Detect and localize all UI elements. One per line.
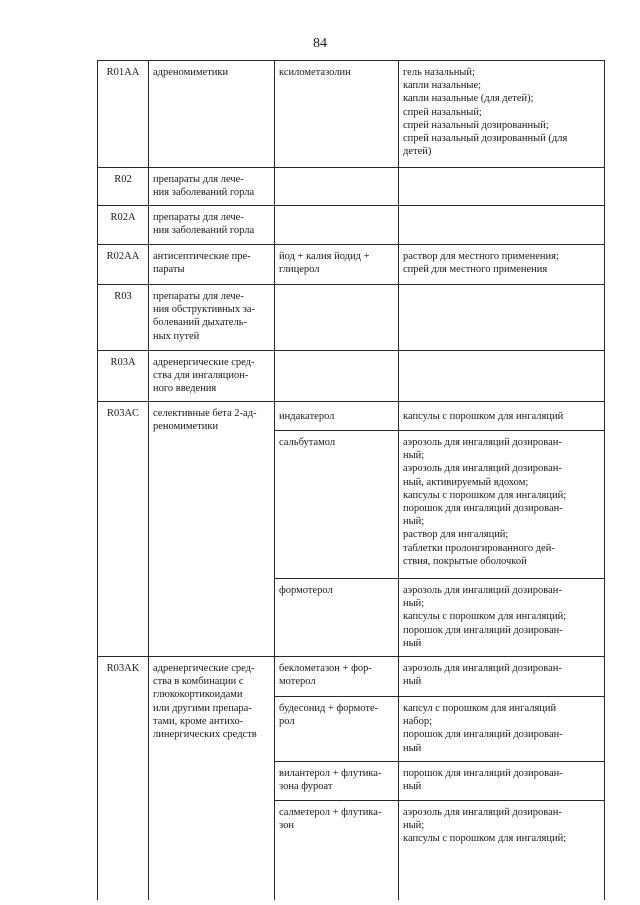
subrow-divider — [274, 696, 605, 697]
column-divider-3 — [398, 60, 399, 900]
substance-name: индакатерол — [279, 411, 335, 422]
row-divider — [97, 244, 605, 245]
table-border-top — [97, 60, 605, 61]
dosage-forms: аэрозоль для ингаляций дозирован- ный — [403, 663, 562, 688]
atc-code: R03AK — [106, 663, 140, 674]
row-divider — [97, 284, 605, 285]
atc-code: R03 — [114, 291, 132, 302]
atc-code: R03AC — [106, 408, 140, 419]
row-divider — [97, 401, 605, 402]
group-name: антисептические пре- параты — [153, 251, 251, 276]
substance-name: сальбутамол — [279, 437, 336, 448]
subrow-divider — [274, 430, 605, 431]
substance-name: йод + калия йодид + глицерол — [279, 251, 370, 276]
dosage-forms: аэрозоль для ингаляций дозирован- ный; капсулы с порошком для ингаляций; порошок для ингаляций дозирован- ный — [403, 585, 567, 649]
column-divider-1 — [148, 60, 149, 900]
dosage-forms: гель назальный; капли назальные; капли назальные (для детей); спрей назальный; спрей назальный дозированный; спрей назальный дозированный (для детей) — [403, 67, 568, 158]
dosage-forms: капсулы с порошком для ингаляций — [403, 411, 564, 422]
substance-name: салметерол + флутика- зон — [279, 807, 382, 832]
atc-code: R01AA — [106, 67, 140, 78]
dosage-forms: порошок для ингаляций дозирован- ный — [403, 768, 563, 793]
atc-code: R02A — [110, 212, 136, 223]
group-name: адреномиметики — [153, 67, 229, 78]
atc-code: R02AA — [106, 251, 140, 262]
substance-name: вилантерол + флутика- зона фуроат — [279, 768, 382, 793]
group-name: препараты для лече- ния заболеваний горла — [153, 212, 255, 237]
dosage-forms: аэрозоль для ингаляций дозирован- ный; капсулы с порошком для ингаляций; — [403, 807, 567, 845]
page-number: 84 — [313, 36, 327, 51]
row-divider — [97, 656, 605, 657]
atc-code: R03A — [110, 357, 136, 368]
subrow-divider — [274, 578, 605, 579]
dosage-forms: капсул с порошком для ингаляций набор; порошок для ингаляций дозирован- ный — [403, 703, 563, 754]
group-name: адренергические сред- ства в комбинации с глюкокортикоидами или другими препара- тами, кроме антихо- линергических средств — [153, 663, 257, 741]
row-divider — [97, 205, 605, 206]
subrow-divider — [274, 761, 605, 762]
table-border-right — [604, 60, 605, 900]
column-divider-2 — [274, 60, 275, 900]
dosage-forms: раствор для местного применения; спрей для местного применения — [403, 251, 559, 276]
group-name: препараты для лече- ния обструктивных за- болеваний дыхатель- ных путей — [153, 291, 256, 342]
group-name: адренергические сред- ства для ингаляцион- ного введения — [153, 357, 255, 395]
group-name: препараты для лече- ния заболеваний горла — [153, 174, 255, 199]
substance-name: ксилометазолин — [279, 67, 351, 78]
group-name: селективные бета 2-ад- реномиметики — [153, 408, 257, 433]
dosage-forms: аэрозоль для ингаляций дозирован- ный; аэрозоль для ингаляций дозирован- ный, активируемый вдохом; капсулы с порошком для ингаляций; порошок для ингаляций дозирован- ный; раствор для ингаляций; таблетки пролонгированного дей- ствия, покрытые оболочкой — [403, 437, 567, 567]
substance-name: беклометазон + фор- мотерол — [279, 663, 372, 688]
row-divider — [97, 167, 605, 168]
substance-name: формотерол — [279, 585, 333, 596]
atc-code: R02 — [114, 174, 132, 185]
row-divider — [97, 350, 605, 351]
substance-name: будесонид + формоте- рол — [279, 703, 379, 728]
subrow-divider — [274, 800, 605, 801]
